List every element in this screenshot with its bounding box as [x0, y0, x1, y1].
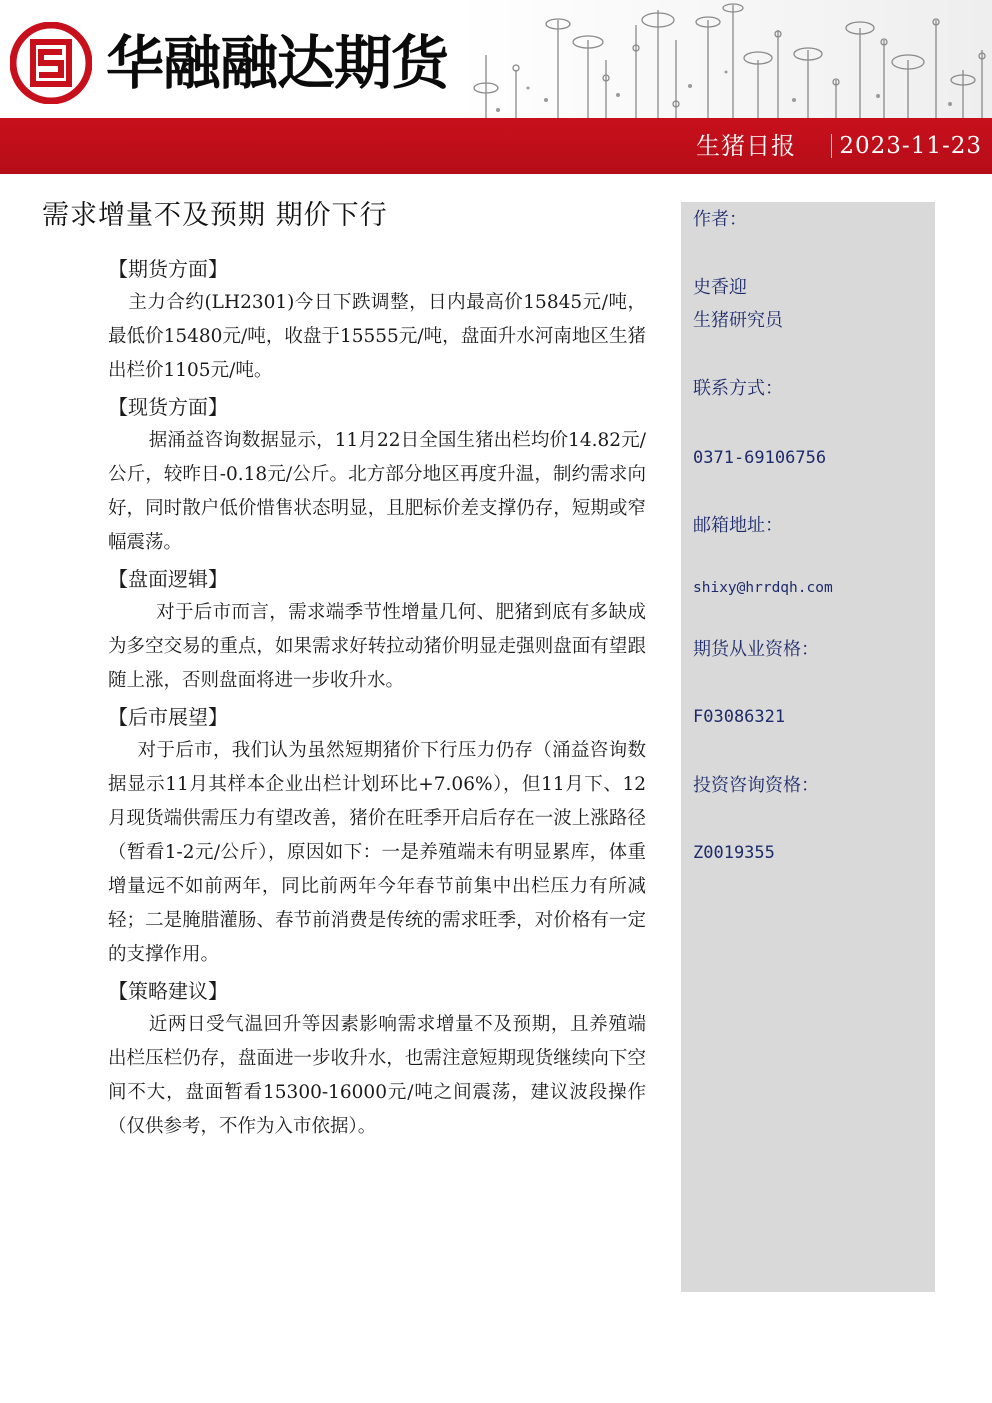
- report-type: 生猪日报: [696, 132, 796, 160]
- section-heading-logic: 【盘面逻辑】: [108, 567, 228, 591]
- futures-qualification-label: 期货从业资格：: [693, 639, 819, 660]
- section-paragraph-logic: 对于后市而言，需求端季节性增量几何、肥猪到底有多缺成为多空交易的重点，如果需求好转拉动猪价明显走强则盘面有望跟随上涨，否则盘面将进一步收升水。: [108, 602, 646, 691]
- section-paragraph-outlook: 对于后市，我们认为虽然短期猪价下行压力仍存（涌益咨询数据显示11月其样本企业出栏计划环比+7.06%），但11月下、12月现货端供需压力有望改善，猪价在旺季开启后存在一波上涨路径（暂看1-2元/公斤），原因如下：一是养殖端未有明显累库，体重增量远不如前两年，同比前两年今年春节前集中出栏压力有所减轻；二是腌腊灌肠、春节前消费是传统的需求旺季，对价格有一定的支撑作用。: [108, 740, 646, 965]
- article-body: [108, 252, 646, 1146]
- company-logo: [10, 22, 450, 106]
- report-header: [0, 0, 992, 174]
- header-decoration: [458, 0, 992, 118]
- contact-label: 联系方式：: [693, 378, 783, 399]
- section-heading-spot: 【现货方面】: [108, 395, 228, 419]
- header-divider: [831, 134, 832, 158]
- section-heading-outlook: 【后市展望】: [108, 705, 228, 729]
- section-paragraph-strategy: 近两日受气温回升等因素影响需求增量不及预期，且养殖端出栏压栏仍存，盘面进一步收升水，也需注意短期现货继续向下空间不大，盘面暂看15300-16000元/吨之间震荡，建议波段操作（仅供参考，不作为入市依据）。: [108, 1014, 646, 1137]
- section-heading-strategy: 【策略建议】: [108, 979, 228, 1003]
- advisory-qualification-number: Z0019355: [693, 843, 775, 863]
- section-paragraph-futures: 主力合约(LH2301)今日下跌调整，日内最高价15845元/吨，最低价15480元/吨，收盘于15555元/吨，盘面升水河南地区生猪出栏价1105元/吨。: [108, 292, 646, 381]
- author-name: 史香迎: [693, 277, 747, 298]
- author-title: 生猪研究员: [693, 310, 783, 331]
- company-logo-icon: [10, 22, 92, 104]
- futures-qualification-number: F03086321: [693, 707, 786, 727]
- author-label: 作者：: [693, 209, 747, 230]
- advisory-qualification-label: 投资咨询资格：: [693, 775, 819, 796]
- company-name: 华融融达期货: [106, 29, 449, 97]
- email-label: 邮箱地址：: [693, 515, 783, 536]
- article-title: 需求增量不及预期 期价下行: [42, 200, 388, 231]
- report-date: 2023-11-23: [839, 133, 982, 159]
- author-sidebar: [681, 202, 935, 1292]
- section-paragraph-spot: 据涌益咨询数据显示，11月22日全国生猪出栏均价14.82元/公斤，较昨日-0.18元/公斤。北方部分地区再度升温，制约需求向好，同时散户低价惜售状态明显，且肥标价差支撑仍存，短期或窄幅震荡。: [108, 430, 646, 553]
- email-address: shixy@hrrdqh.com: [693, 580, 833, 596]
- section-heading-futures: 【期货方面】: [108, 257, 228, 281]
- phone-number: 0371-69106756: [693, 448, 827, 468]
